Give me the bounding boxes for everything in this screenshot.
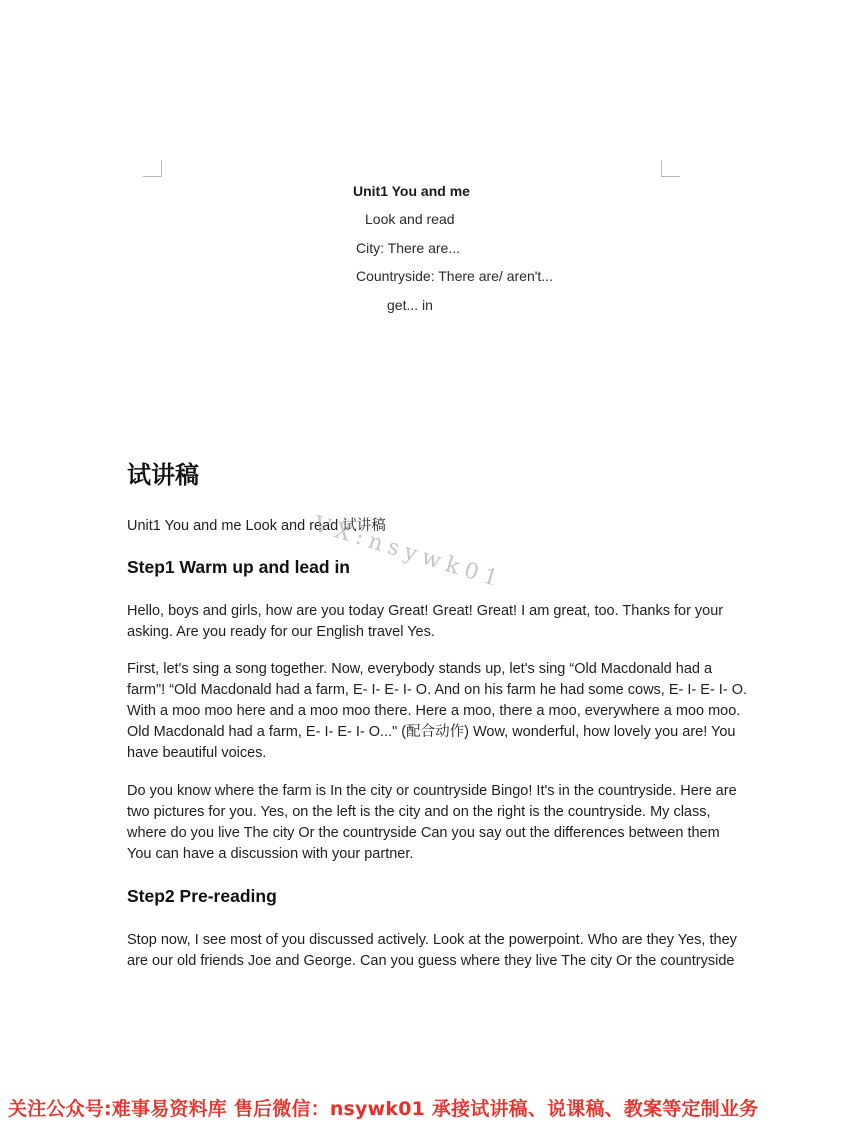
slide-title: Unit1 You and me: [353, 183, 470, 199]
document-subtitle: Unit1 You and me Look and read 试讲稿: [127, 518, 386, 534]
watermark: VX:nsywk01: [310, 512, 507, 594]
paragraph: First, let's sing a song together. Now, everybody stands up, let's sing “Old Macdonald had a farm"! “Old Macdonald had a farm, E- I- E- I- O. And on his farm he had some cows, E- I- E- I- O. With a moo moo here and a moo moo there. Here a moo, there a moo, everywhere a moo moo. Old Macdonald had a farm, E- I- E- I- O..." (配合动作) Wow, wonderful, how lovely you are! You have beautiful voices.: [127, 661, 747, 761]
paragraph: Hello, boys and girls, how are you today Great! Great! Great! I am great, too. Thanks for your asking. Are you ready for our English travel Yes.: [127, 603, 724, 640]
slide-line: Countryside: There are/ aren't...: [356, 268, 553, 284]
step2-heading: Step2 Pre-reading: [127, 886, 277, 906]
page-corner-mark-top-right: [661, 160, 680, 177]
promo-footer-banner: 关注公众号:难事易资料库 售后微信：nsywk01 承接试讲稿、说课稿、教案等定制业务: [8, 1098, 759, 1120]
step1-heading: Step1 Warm up and lead in: [127, 557, 350, 577]
slide-line: get... in: [387, 297, 433, 313]
paragraph: Do you know where the farm is In the city or countryside Bingo! It's in the countryside. Here are two pictures for you. Yes, on the left is the city and on the right is the countryside. My class, where do you live The city Or the countryside Can you say out the differences between them You can have a discussion with your partner.: [127, 783, 737, 862]
paragraph: Stop now, I see most of you discussed actively. Look at the powerpoint. Who are they Yes, they are our old friends Joe and George. Can you guess where they live The city Or the countryside: [127, 932, 737, 969]
page-corner-mark-top-left: [143, 160, 162, 177]
slide-line: City: There are...: [356, 240, 461, 256]
document-title: 试讲稿: [127, 461, 199, 489]
slide-line: Look and read: [365, 211, 455, 227]
